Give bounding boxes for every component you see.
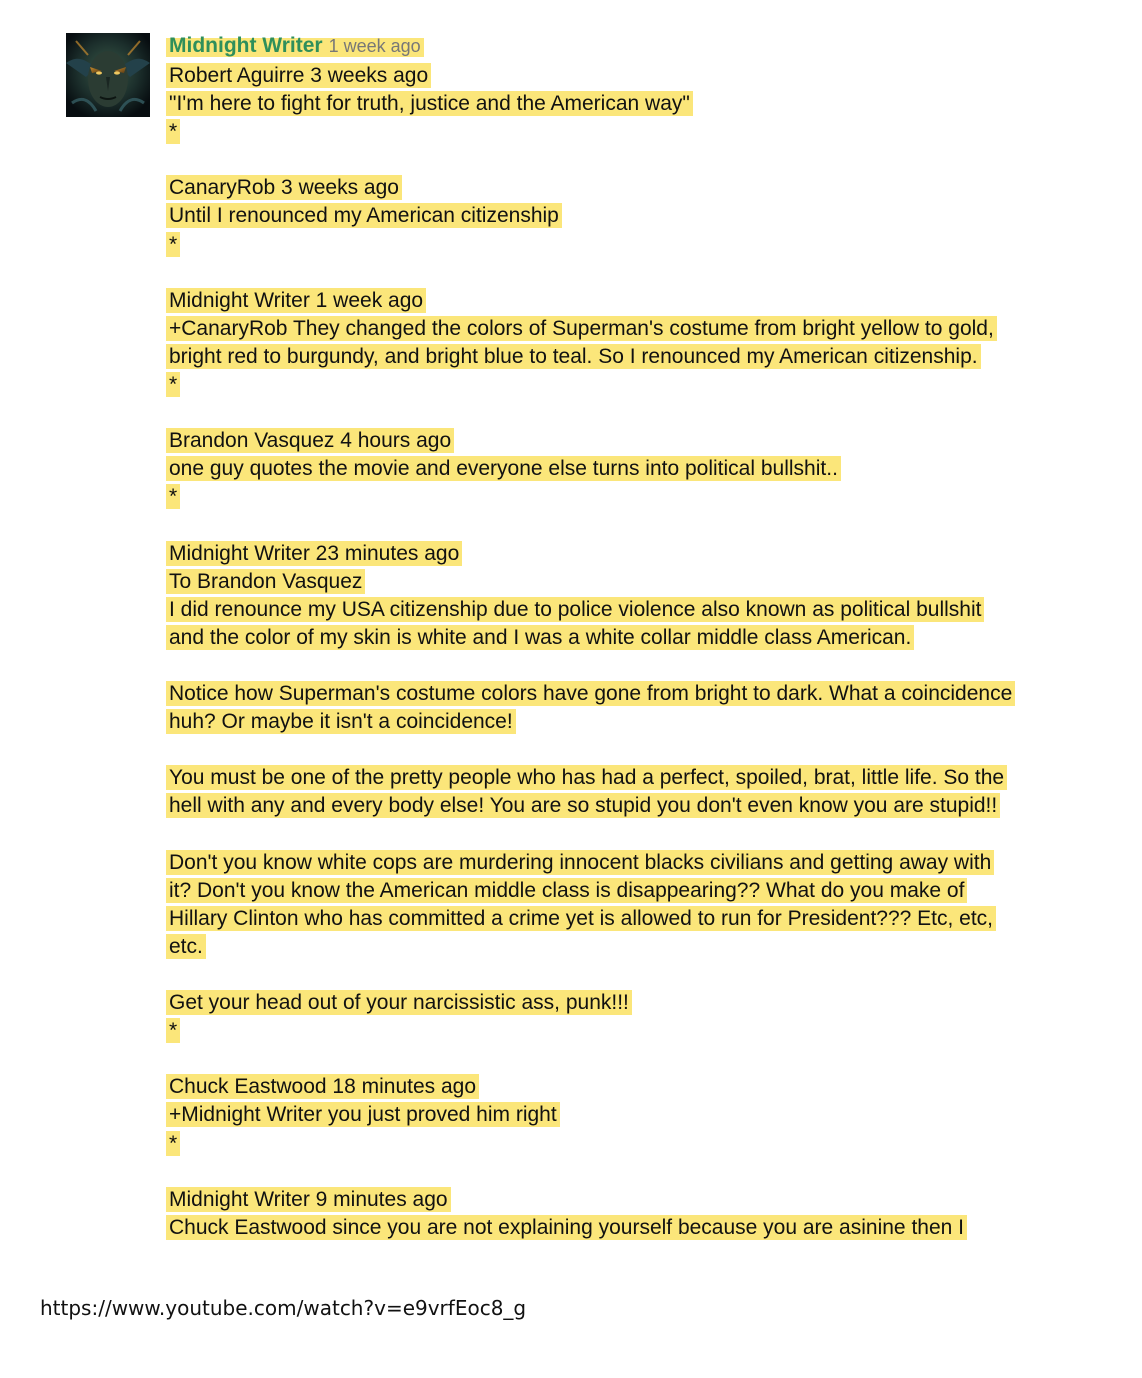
highlighted-text: "I'm here to fight for truth, justice and the American way" <box>166 91 693 116</box>
comment-line <box>166 371 1106 399</box>
highlighted-text: Chuck Eastwood 18 minutes ago <box>166 1074 479 1099</box>
highlighted-text: Chuck Eastwood since you are not explaining yourself because you are asinine then I <box>166 1215 967 1240</box>
comment-line <box>166 455 1106 483</box>
highlighted-text: Don't you know white cops are murdering innocent blacks civilians and getting away with <box>166 850 994 875</box>
avatar[interactable] <box>66 33 150 117</box>
comment-thread <box>166 31 1106 1242</box>
comment-line <box>166 287 1106 315</box>
comment-line <box>166 989 1106 1017</box>
comment-line <box>166 427 1106 455</box>
comment-line <box>166 624 1106 652</box>
highlighted-text: Get your head out of your narcissistic ass, punk!!! <box>166 990 632 1015</box>
highlighted-text: +Midnight Writer you just proved him right <box>166 1102 560 1127</box>
comment-line <box>166 877 1106 905</box>
comment-line <box>166 315 1106 343</box>
highlighted-text: huh? Or maybe it isn't a coincidence! <box>166 709 516 734</box>
comment-line <box>166 764 1106 792</box>
blank-line <box>166 512 1106 540</box>
blank-line <box>166 146 1106 174</box>
highlighted-text: * <box>166 484 180 509</box>
highlighted-text: Until I renounced my American citizenship <box>166 203 562 228</box>
highlighted-text: bright red to burgundy, and bright blue to teal. So I renounced my American citizenship. <box>166 344 981 369</box>
highlighted-text: Midnight Writer 1 week ago <box>166 288 426 313</box>
comment-line <box>166 202 1106 230</box>
comment-line <box>166 905 1106 933</box>
source-url: https://www.youtube.com/watch?v=e9vrfEoc8_g <box>40 1296 527 1320</box>
highlighted-text: it? Don't you know the American middle class is disappearing?? What do you make of <box>166 878 967 903</box>
comment-line <box>166 174 1106 202</box>
comment-line <box>166 1186 1106 1214</box>
comment-line <box>166 568 1106 596</box>
blank-line <box>166 821 1106 849</box>
highlighted-text: Hillary Clinton who has committed a crime yet is allowed to run for President??? Etc, etc, <box>166 906 996 931</box>
comment-body <box>166 62 1106 1242</box>
comment-line <box>166 118 1106 146</box>
blank-line <box>166 1158 1106 1186</box>
blank-line <box>166 259 1106 287</box>
highlighted-text: one guy quotes the movie and everyone else turns into political bullshit.. <box>166 456 841 481</box>
comment-author-link[interactable]: Midnight Writer <box>169 34 323 57</box>
highlighted-text: and the color of my skin is white and I was a white collar middle class American. <box>166 625 914 650</box>
highlighted-text: Midnight Writer 9 minutes ago <box>166 1187 451 1212</box>
comment-line <box>166 596 1106 624</box>
blank-line <box>166 961 1106 989</box>
comment-line <box>166 792 1106 820</box>
highlighted-text: * <box>166 1018 180 1043</box>
comment-line <box>166 62 1106 90</box>
comment-line <box>166 1073 1106 1101</box>
comment-line <box>166 540 1106 568</box>
highlighted-text: * <box>166 119 180 144</box>
highlighted-text: hell with any and every body else! You are so stupid you don't even know you are stupid!! <box>166 793 1000 818</box>
comment-header <box>166 31 1106 62</box>
comment-line <box>166 708 1106 736</box>
blank-line <box>166 652 1106 680</box>
blank-line <box>166 736 1106 764</box>
comment-line <box>166 231 1106 259</box>
highlighted-text: etc. <box>166 934 206 959</box>
comment-line <box>166 1130 1106 1158</box>
highlighted-text: Robert Aguirre 3 weeks ago <box>166 63 431 88</box>
highlighted-text: CanaryRob 3 weeks ago <box>166 175 402 200</box>
highlighted-text: To Brandon Vasquez <box>166 569 365 594</box>
comment-line <box>166 1101 1106 1129</box>
highlighted-text: * <box>166 232 180 257</box>
highlighted-text: * <box>166 1131 180 1156</box>
highlighted-text: You must be one of the pretty people who has had a perfect, spoiled, brat, little life. So the <box>166 765 1007 790</box>
highlighted-text: Brandon Vasquez 4 hours ago <box>166 428 454 453</box>
comment-timestamp[interactable]: 1 week ago <box>328 36 421 56</box>
blank-line <box>166 1045 1106 1073</box>
highlighted-text: Midnight Writer 23 minutes ago <box>166 541 462 566</box>
highlighted-text: Notice how Superman's costume colors have gone from bright to dark. What a coincidence <box>166 681 1015 706</box>
comment-line <box>166 343 1106 371</box>
blank-line <box>166 399 1106 427</box>
highlighted-text: * <box>166 372 180 397</box>
highlighted-text: +CanaryRob They changed the colors of Superman's costume from bright yellow to gold, <box>166 316 997 341</box>
comment-line <box>166 483 1106 511</box>
comment-line <box>166 1214 1106 1242</box>
comment-line <box>166 680 1106 708</box>
avatar-image <box>66 33 150 117</box>
comment-line <box>166 1017 1106 1045</box>
highlighted-text: I did renounce my USA citizenship due to police violence also known as political bullshit <box>166 597 984 622</box>
comment-line <box>166 90 1106 118</box>
comment-line <box>166 933 1106 961</box>
comment-line <box>166 849 1106 877</box>
